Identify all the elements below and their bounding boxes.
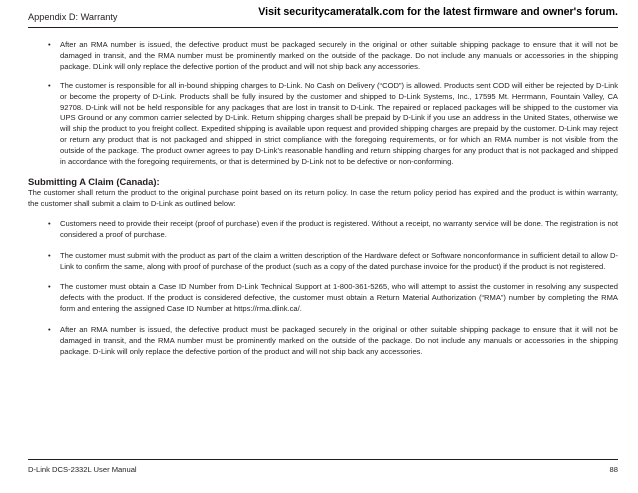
header-divider	[28, 27, 618, 28]
canada-claim-list	[28, 219, 618, 358]
list-item: • After an RMA number is issued, the defective product must be packaged securely in the original or other suitable shipping package to ensure that it will not be damaged in transit, and the RMA number must be prominently marked on the outside of the package. Do not include any manuals or accessories in the shipping package. DLink will only replace the defective portion of the product and will not ship back any accessories.	[48, 40, 618, 73]
page-header	[28, 6, 618, 24]
us-claim-list	[28, 40, 618, 168]
page-number: 88	[609, 465, 618, 474]
canada-heading: Submitting A Claim (Canada):	[28, 175, 160, 187]
list-item: • The customer must obtain a Case ID Number from D-Link Technical Support at 1-800-361-5265, who will attempt to assist the customer in resolving any suspected defects with the product. If the product is considered defective, the customer must obtain a Return Material Authorization (“RMA”) number by completing the RMA form and entering the assigned Case ID Number at https://rma.dlink.ca/.	[48, 282, 618, 315]
section-title: Appendix D: Warranty	[28, 12, 118, 22]
forum-banner: Visit securitycameratalk.com for the latest firmware and owner's forum.	[258, 6, 618, 18]
list-item: • The customer must submit with the product as part of the claim a written description of the Hardware defect or Software nonconformance in sufficient detail to allow D-Link to confirm the same, along with proof of purchase of the product (such as a copy of the dated purchase invoice for the product) if the product is not registered.	[48, 251, 618, 273]
manual-title: D-Link DCS-2332L User Manual	[28, 465, 137, 474]
page-body	[28, 40, 618, 368]
list-item: • After an RMA number is issued, the defective product must be packaged securely in the original or other suitable shipping package to ensure that it will not be damaged in transit, and the RMA number must be prominently marked on the outside of the package. Do not include any manuals or accessories in the shipping package. D-Link will only replace the defective portion of the product and will not ship back any accessories.	[48, 325, 618, 358]
canada-intro: The customer shall return the product to the original purchase point based on its return policy. In case the return policy period has expired and the product is within warranty, the customer shall submit a claim to D-Link as outlined below:	[28, 187, 618, 208]
list-item: • Customers need to provide their receipt (proof of purchase) even if the product is registered. Without a receipt, no warranty service will be done. The registration is not considered a proof of purchase.	[48, 219, 618, 241]
list-item: • The customer is responsible for all in-bound shipping charges to D-Link. No Cash on Delivery (“COD”) is allowed. Products sent COD will either be rejected by D-Link or become the property of D-Link. Products shall be fully insured by the customer and shipped to D-Link Systems, Inc., 17595 Mt. Herrmann, Fountain Valley, CA 92708. D-Link will not be held responsible for any packages that are lost in transit to D-Link. The repaired or replaced packages will be shipped to the customer via UPS Ground or any common carrier selected by D-Link. Return shipping charges shall be prepaid by D-Link if you use an address in the United States, otherwise we will ship the product to you freight collect. Expedited shipping is available upon request and provided shipping charges are prepaid by the customer. D-Link may reject or return any product that is not packaged and shipped in strict compliance with the foregoing requirements, or for which an RMA number is not visible from the outside of the package. The product owner agrees to pay D-Link’s reasonable handling and return shipping charges for any product that is not packaged and shipped in accordance with the foregoing requirements, or that is determined by D-Link not to be defective or non-conforming.	[48, 81, 618, 168]
footer-divider	[28, 459, 618, 460]
